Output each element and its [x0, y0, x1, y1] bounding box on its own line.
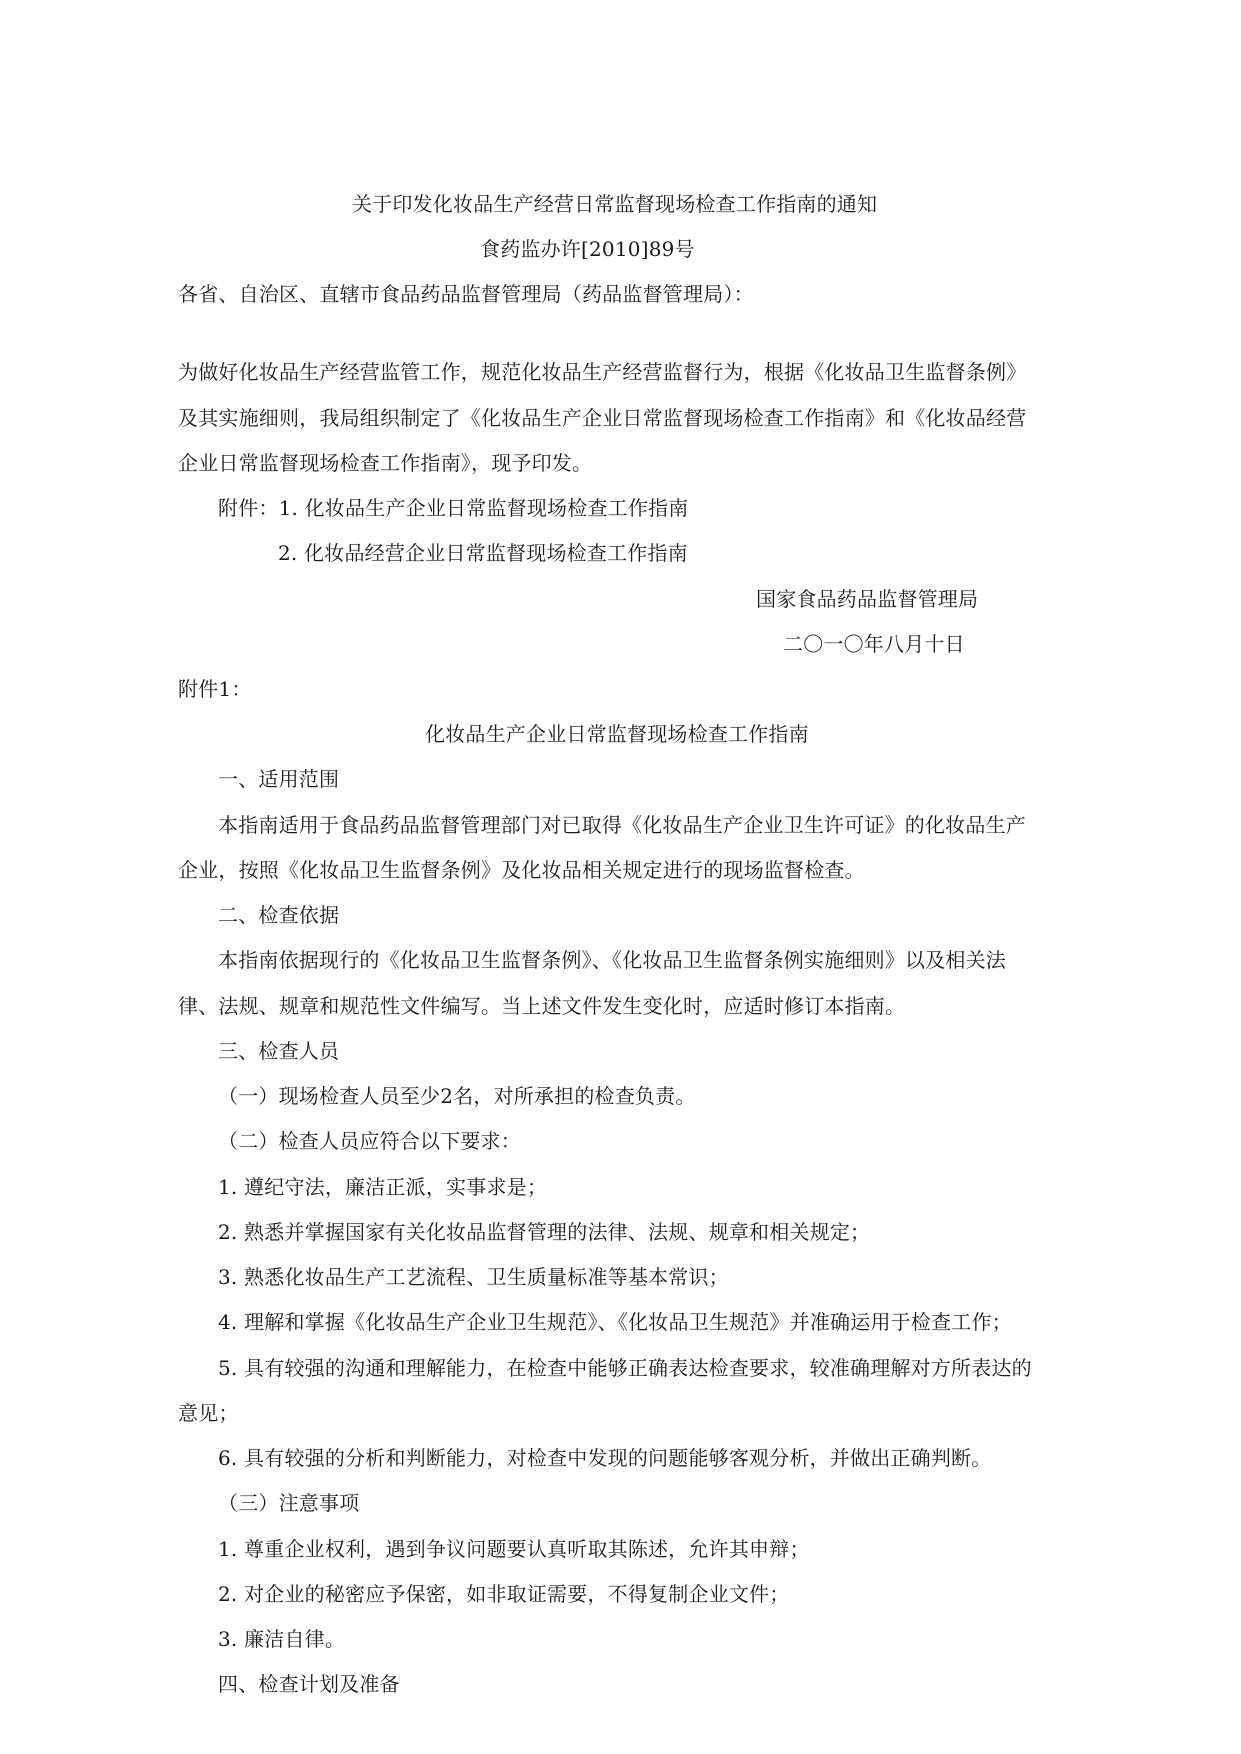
section-3-heading: 三、检查人员	[218, 1039, 340, 1063]
intro-line-2: 及其实施细则，我局组织制定了《化妆品生产企业日常监督现场检查工作指南》和《化妆品经营	[178, 406, 1027, 430]
addressee: 各省、自治区、直辖市食品药品监督管理局（药品监督管理局）：	[178, 282, 754, 306]
requirement-4: 4. 理解和掌握《化妆品生产企业卫生规范》、《化妆品卫生规范》并准确运用于检查工作；	[218, 1310, 1012, 1334]
section-2-heading: 二、检查依据	[218, 903, 340, 927]
requirement-5-line-1: 5. 具有较强的沟通和理解能力，在检查中能够正确表达检查要求，较准确理解对方所表达的	[218, 1356, 1032, 1380]
section-1-line-2: 企业，按照《化妆品卫生监督条例》及化妆品相关规定进行的现场监督检查。	[178, 858, 865, 882]
issue-date: 二〇一〇年八月十日	[783, 632, 965, 656]
issuer: 国家食品药品监督管理局	[756, 587, 979, 611]
intro-line-1: 为做好化妆品生产经营监管工作，规范化妆品生产经营监督行为，根据《化妆品卫生监督条例》	[178, 360, 1027, 384]
requirement-2: 2. 熟悉并掌握国家有关化妆品监督管理的法律、法规、规章和相关规定；	[218, 1220, 871, 1244]
section-3-para-3: （三）注意事项	[218, 1491, 360, 1515]
section-3-para-2: （二）检查人员应符合以下要求：	[218, 1129, 521, 1153]
requirement-3: 3. 熟悉化妆品生产工艺流程、卫生质量标准等基本常识；	[218, 1265, 729, 1289]
appendix-label: 附件1：	[178, 677, 252, 701]
attachments-line-1: 附件：1. 化妆品生产企业日常监督现场检查工作指南	[218, 496, 689, 520]
note-1: 1. 尊重企业权利，遇到争议问题要认真听取其陈述，允许其申辩；	[218, 1537, 810, 1561]
document-number: 食药监办许[2010]89号	[480, 237, 695, 261]
requirement-1: 1. 遵纪守法，廉洁正派，实事求是；	[218, 1175, 548, 1199]
document-title: 关于印发化妆品生产经营日常监督现场检查工作指南的通知	[352, 192, 878, 216]
section-4-heading: 四、检查计划及准备	[218, 1672, 400, 1696]
section-2-line-1: 本指南依据现行的《化妆品卫生监督条例》、《化妆品卫生监督条例实施细则》以及相关法	[218, 948, 1006, 972]
attachments-line-2: 2. 化妆品经营企业日常监督现场检查工作指南	[278, 541, 688, 565]
section-1-line-1: 本指南适用于食品药品监督管理部门对已取得《化妆品生产企业卫生许可证》的化妆品生产	[218, 813, 1026, 837]
note-3: 3. 廉洁自律。	[218, 1627, 346, 1651]
requirement-5-line-2: 意见；	[178, 1401, 239, 1425]
intro-line-3: 企业日常监督现场检查工作指南》，现予印发。	[178, 451, 593, 475]
requirement-6: 6. 具有较强的分析和判断能力，对检查中发现的问题能够客观分析，并做出正确判断。	[218, 1446, 992, 1470]
section-3-para-1: （一）现场检查人员至少2名，对所承担的检查负责。	[218, 1084, 696, 1108]
section-2-line-2: 律、法规、规章和规范性文件编写。当上述文件发生变化时，应适时修订本指南。	[178, 994, 906, 1018]
note-2: 2. 对企业的秘密应予保密，如非取证需要，不得复制企业文件；	[218, 1582, 790, 1606]
section-1-heading: 一、适用范围	[218, 767, 340, 791]
appendix-title: 化妆品生产企业日常监督现场检查工作指南	[425, 722, 809, 746]
